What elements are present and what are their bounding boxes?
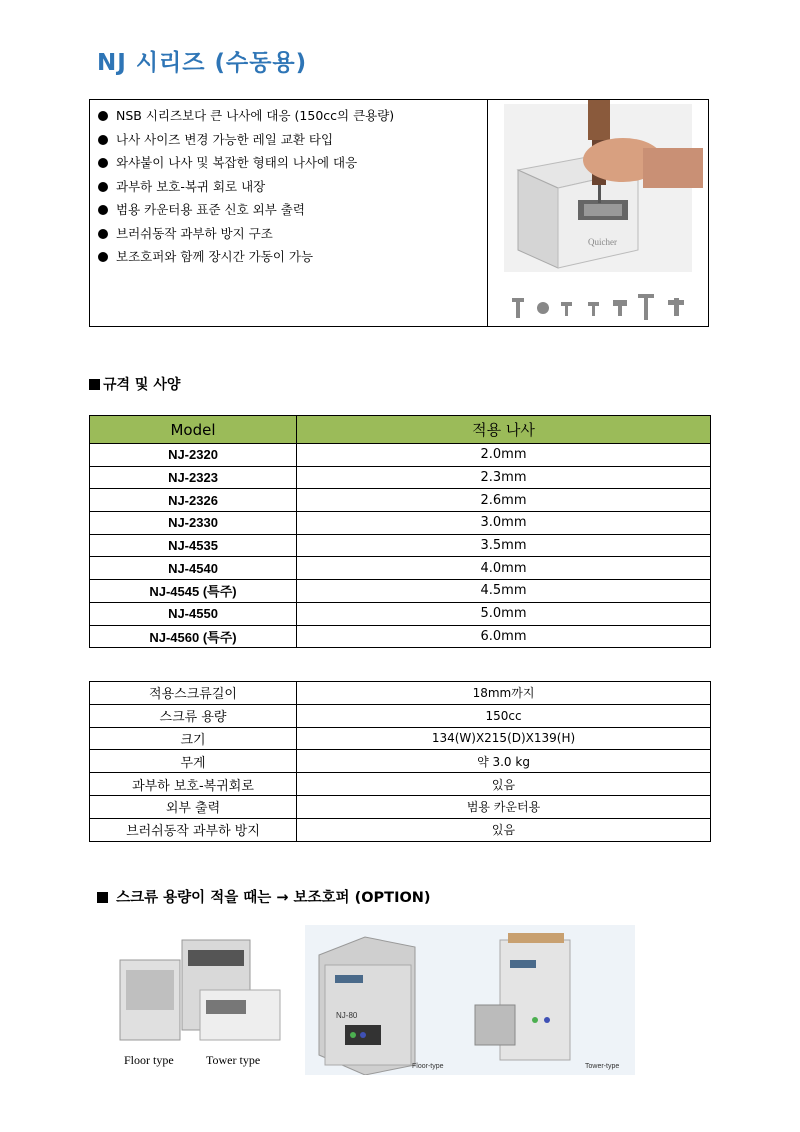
feature-item [98,198,487,222]
bullet-icon [98,182,108,192]
spec-value: 18mm까지 [297,682,711,705]
screw-size-cell: 3.0mm [297,512,711,535]
feature-text: 브러쉬동작 과부하 방지 구조 [116,225,273,241]
screw-size-cell: 2.6mm [297,489,711,512]
square-bullet-icon [89,379,100,390]
unit-label: NJ-80 [336,1011,358,1020]
table-row [90,750,711,773]
bullet-icon [98,135,108,145]
screw-size-cell: 6.0mm [297,625,711,648]
table-row [90,466,711,489]
table-row [90,557,711,580]
model-cell: NJ-4545 (특주) [90,580,297,603]
spec-label: 과부하 보호-복귀회로 [90,773,297,796]
column-header: 적용 나사 [297,416,711,444]
feature-text: 와샤붙이 나사 및 복잡한 형태의 나사에 대응 [116,155,358,170]
model-cell: NJ-2330 [90,512,297,535]
square-bullet-icon [97,892,108,903]
bullet-icon [98,252,108,262]
screw-size-cell: 5.0mm [297,602,711,625]
feature-item [98,151,487,175]
model-cell: NJ-2326 [90,489,297,512]
hopper-photo-right [305,925,635,1075]
feature-item [98,175,487,199]
table-row [90,489,711,512]
table-row [90,682,711,705]
screw-size-cell: 4.0mm [297,557,711,580]
table-row [90,580,711,603]
table-row [90,818,711,841]
feature-list [90,100,488,326]
model-cell: NJ-2320 [90,444,297,467]
feature-box [89,99,709,327]
option-photo-right [305,925,635,1075]
feature-item [98,128,487,152]
table-row [90,727,711,750]
spec-heading-text: 규격 및 사양 [103,377,181,393]
table-row [90,795,711,818]
spec-label: 크기 [90,727,297,750]
page-title: NJ 시리즈 (수동용) [97,50,308,76]
caption-tower-type: Tower type [206,1053,261,1067]
screw-size-cell: 4.5mm [297,580,711,603]
table-row [90,534,711,557]
screw-size-cell: 2.0mm [297,444,711,467]
table-row [90,704,711,727]
product-logo-text: Quicher [588,237,617,247]
spec-label: 스크류 용량 [90,704,297,727]
model-cell: NJ-4540 [90,557,297,580]
model-cell: NJ-4560 (특주) [90,625,297,648]
model-table [89,415,711,648]
bullet-icon [98,158,108,168]
model-cell: NJ-2323 [90,466,297,489]
table-header-row [90,416,711,444]
model-cell: NJ-4535 [90,534,297,557]
feature-text: 보조호퍼와 함께 장시간 가동이 가능 [116,249,314,264]
option-heading [97,886,431,907]
screw-feeder-photo [488,100,708,326]
spec-value: 있음 [297,818,711,841]
spec-label: 무게 [90,750,297,773]
caption-floor-type-right: Floor-type [412,1063,444,1070]
feature-item [98,245,487,269]
spec-heading [89,374,180,394]
table-row [90,512,711,535]
spec-label: 적용스크류길이 [90,682,297,705]
table-row [90,625,711,648]
spec-value: 약 3.0 kg [297,750,711,773]
feature-text: 나사 사이즈 변경 가능한 레일 교환 타입 [116,131,334,147]
column-header: Model [90,416,297,444]
spec-value: 범용 카운터용 [297,795,711,818]
caption-floor-type: Floor type [124,1053,174,1067]
spec-label: 브러쉬동작 과부하 방지 [90,818,297,841]
model-cell: NJ-4550 [90,602,297,625]
feature-text: 범용 카운터용 표준 신호 외부 출력 [116,202,305,217]
feature-text: NSB 시리즈보다 큰 나사에 대응 (150cc의 큰용량) [116,108,395,123]
spec-value: 134(W)X215(D)X139(H) [297,727,711,750]
bullet-icon [98,111,108,121]
bullet-icon [98,205,108,215]
spec-label: 외부 출력 [90,795,297,818]
screw-size-cell: 3.5mm [297,534,711,557]
product-photo [488,100,708,326]
feature-text: 과부하 보호-복귀 회로 내장 [116,178,266,194]
spec-value: 150cc [297,704,711,727]
option-heading-text: 스크류 용량이 적을 때는 → 보조호퍼 (OPTION) [116,890,431,906]
table-row [90,444,711,467]
spec-value: 있음 [297,773,711,796]
bullet-icon [98,229,108,239]
caption-tower-type-right: Tower-type [585,1063,620,1070]
table-row [90,773,711,796]
spec-table [89,681,711,842]
screw-size-cell: 2.3mm [297,466,711,489]
feature-item [98,222,487,246]
table-row [90,602,711,625]
feature-item [98,104,487,128]
